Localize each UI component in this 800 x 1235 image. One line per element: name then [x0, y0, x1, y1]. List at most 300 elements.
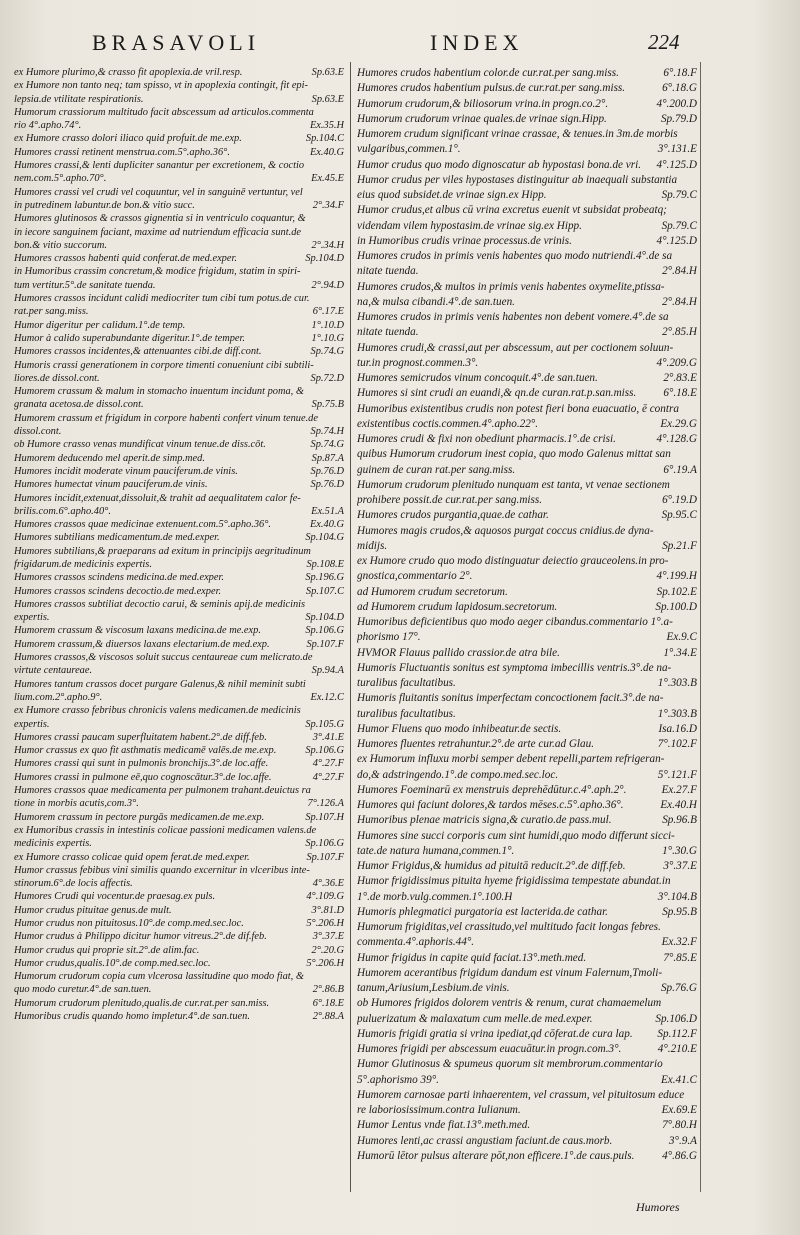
index-entry-line: [357, 1149, 697, 1164]
index-entry-line: [357, 813, 697, 828]
index-entry-line: [14, 997, 344, 1010]
entry-reference: Ex.69.E: [661, 1104, 697, 1116]
index-entry-line: [14, 252, 344, 265]
index-entry-line: [357, 493, 697, 508]
index-entry-line: [14, 890, 344, 903]
entry-reference: [693, 996, 697, 1011]
index-entry-line: [357, 707, 697, 722]
entry-text: prohibere possit.de cur.rat.per sang.miss.: [357, 494, 543, 506]
entry-reference: Ex.27.F: [661, 783, 697, 796]
entry-reference: [340, 864, 344, 877]
index-entry-line: [14, 226, 344, 239]
entry-reference: Sp.74.G: [310, 346, 344, 358]
entry-text: Humor crudus pituitae genus.de mult.: [14, 904, 172, 916]
index-entry-line: [14, 492, 344, 505]
index-entry-line: [14, 970, 344, 983]
index-entry-line: [14, 797, 344, 810]
index-entry-line: [357, 996, 697, 1011]
entry-reference: [340, 79, 344, 92]
index-entry-line: [14, 944, 344, 957]
index-entry-line: [357, 1118, 697, 1133]
entry-text: Humores magis crudos,& aquosos purgat coccus cnidius.de dyna-: [357, 524, 654, 537]
entry-reference: [340, 186, 344, 199]
entry-text: eius quod subsidet.de vrinae sign.ex Hipp.: [357, 189, 547, 201]
index-entry-line: [357, 325, 697, 340]
index-entry-line: [357, 402, 697, 417]
entry-text: vulgaribus,commen.1°.: [357, 143, 461, 156]
entry-text: Humores crassos quae medicamenta per pulmonem trahant.deuictus ra: [14, 785, 311, 797]
entry-text: tate.de natura humana,commen.1°.: [357, 844, 515, 857]
entry-text: Humores frigidi per abscessum euacuātur.in progn.com.3°.: [357, 1043, 622, 1055]
entry-text: Humor crudus qui proprie sit.2°.de alim.fac.: [14, 944, 200, 956]
index-entry-line: [357, 768, 697, 783]
entry-reference: Sp.74.G: [310, 439, 344, 451]
entry-reference: Sp.76.G: [660, 982, 697, 994]
index-entry-line: [357, 737, 697, 752]
entry-text: Humores Foeminarū ex menstruis deprehēdūtur.c.4°.aph.2°.: [357, 783, 627, 796]
entry-reference: Ex.9.C: [666, 631, 697, 644]
index-entry-line: [14, 957, 344, 970]
entry-reference: Sp.79.D: [660, 112, 697, 125]
entry-reference: 7°.80.H: [662, 1119, 697, 1132]
index-entry-line: [357, 600, 697, 615]
entry-reference: [340, 704, 344, 717]
right-margin-rule: [700, 62, 701, 1192]
entry-text: puluerizatum & malaxatum cum melle.de med.exper.: [357, 1012, 593, 1025]
entry-reference: [693, 615, 697, 630]
entry-text: ex Humore crasso dolori iliaco quid profuit.de me.exp.: [14, 133, 242, 145]
entry-text: phorismo 17°.: [357, 631, 421, 644]
entry-reference: [693, 752, 697, 767]
index-entry-line: [14, 585, 344, 598]
entry-reference: Sp.87.A: [311, 452, 344, 464]
entry-text: Humorū lētor pulsus alterare pōt,non efficere.1°.de caus.puls.: [357, 1149, 635, 1162]
entry-reference: 4°.199.H: [656, 570, 697, 583]
index-entry-line: [357, 463, 697, 478]
index-entry-line: [357, 203, 697, 218]
entry-reference: [693, 127, 697, 142]
entry-text: Humorum frigiditas,vel crassitudo,vel multitudo facit longas febres.: [357, 921, 661, 933]
entry-text: Humor Glutinosus & spumeus quorum sit membrorum.commentario: [357, 1058, 663, 1071]
entry-reference: 6°.18.G: [662, 82, 697, 95]
entry-reference: [693, 249, 697, 264]
index-entry-line: [357, 539, 697, 554]
index-entry-line: [14, 571, 344, 584]
index-entry-line: [14, 624, 344, 637]
entry-reference: Ex.40.G: [309, 146, 344, 158]
entry-text: Humores crassi,& lenti dupliciter sanantur per excretionem, & coctio: [14, 160, 305, 172]
entry-reference: Ex.35.H: [309, 120, 344, 132]
entry-text: Humores crudi,& crassi,aut per abscessum, aut per coctionem soluun-: [357, 341, 674, 354]
entry-text: stinorum.6°.de locis affectis.: [14, 878, 133, 890]
header-author: BRASAVOLI: [92, 30, 261, 55]
entry-text: Humorem crudum significant vrinae crassae, & tenues.in 3m.de morbis: [357, 128, 678, 140]
entry-reference: Ex.12.C: [310, 691, 344, 703]
entry-text: Humores crudos in primis venis habentes non debent vomere.4°.de sa: [357, 311, 669, 323]
entry-text: Humor crudus à Philippo dicitur humor vitreus.2°.de dif.feb.: [14, 931, 267, 943]
entry-text: ad Humorem crudum secretorum.: [357, 585, 508, 598]
index-entry-line: [357, 661, 697, 676]
entry-reference: 2°.34.F: [312, 199, 344, 211]
header-section-title: INDEX: [430, 30, 524, 55]
index-entry-line: [14, 345, 344, 358]
entry-text: Humores crassos subtiliat decoctio carui, & seminis apij.de medicinis: [14, 598, 306, 610]
entry-reference: [340, 265, 344, 278]
entry-reference: [340, 651, 344, 664]
index-entry-line: [14, 398, 344, 411]
entry-text: Humores qui faciunt dolores,& tardos mēses.c.5°.apho.36°.: [357, 799, 624, 811]
entry-reference: 1°.10.D: [311, 319, 344, 331]
entry-reference: [340, 159, 344, 172]
index-entry-line: [357, 447, 697, 462]
index-entry-line: [357, 280, 697, 295]
index-entry-line: [14, 678, 344, 691]
index-entry-line: [357, 676, 697, 691]
entry-reference: [340, 678, 344, 691]
index-entry-line: [357, 859, 697, 874]
index-entry-line: [14, 983, 344, 996]
entry-text: Humorum crassiorum multitudo facit abscessum ad articulos.commenta: [14, 106, 314, 118]
index-entry-line: [14, 877, 344, 890]
entry-text: expertis.: [14, 612, 50, 624]
index-entry-line: [357, 722, 697, 737]
index-entry-line: [14, 159, 344, 172]
entry-reference: [693, 874, 697, 889]
index-entry-line: [14, 611, 344, 624]
entry-reference: Sp.106.G: [305, 625, 344, 637]
entry-text: in iecore sanguinem faciant, maxime ad nutriendum efficacia sunt.de: [14, 226, 302, 238]
entry-text: ex Humoribus crassis in intestinis colicae passioni medicamen valens.de: [14, 824, 317, 836]
entry-reference: Sp.105.G: [305, 718, 344, 730]
entry-reference: 4°.27.F: [312, 758, 344, 770]
entry-reference: 2°.83.E: [663, 372, 697, 384]
entry-text: ad Humorem crudum lapidosum.secretorum.: [357, 600, 558, 613]
index-entry-line: [357, 1088, 697, 1103]
index-entry-line: [14, 731, 344, 744]
index-entry-line: [14, 305, 344, 318]
entry-text: Humorum crudorum plenitudo,qualis.de cur.rat.per san.miss.: [14, 997, 270, 1009]
index-entry-line: [14, 664, 344, 677]
entry-reference: Sp.196.G: [305, 572, 344, 584]
index-entry-line: [14, 638, 344, 651]
entry-text: Humorum crudorum,& biliosorum vrina.in progn.co.2°.: [357, 97, 609, 110]
index-entry-line: [357, 585, 697, 600]
index-entry-line: [14, 505, 344, 518]
index-entry-line: [14, 239, 344, 252]
entry-text: Humores crassi in pulmone eē,quo cognoscātur.3°.de loc.affe.: [14, 771, 272, 783]
index-entry-line: [14, 904, 344, 917]
entry-reference: 4°.128.G: [656, 433, 697, 445]
right-index-column: [357, 66, 697, 1164]
index-entry-line: [14, 292, 344, 305]
index-entry-line: [14, 93, 344, 106]
entry-reference: [693, 1057, 697, 1072]
entry-reference: 2°.94.D: [311, 279, 344, 291]
entry-text: turalibus facultatibus.: [357, 677, 456, 689]
entry-reference: Sp.76.D: [310, 465, 344, 477]
entry-text: Humores lenti,ac crassi angustiam faciunt.de caus.morb.: [357, 1134, 613, 1147]
entry-reference: 4°.125.D: [656, 234, 697, 247]
entry-text: na,& mulsa cibandi.4°.de san.tuen.: [357, 295, 515, 308]
entry-reference: [340, 212, 344, 225]
entry-reference: Sp.106.G: [305, 745, 344, 757]
index-entry-line: [357, 829, 697, 844]
entry-text: ob Humore crasso venas mundificat vinum tenue.de diss.cōt.: [14, 439, 266, 451]
index-entry-line: [357, 295, 697, 310]
index-entry-line: [357, 234, 697, 249]
entry-reference: Sp.104.C: [305, 133, 344, 145]
entry-text: liores.de dissol.cont.: [14, 372, 100, 384]
index-entry-line: [357, 264, 697, 279]
index-entry-line: [14, 545, 344, 558]
entry-text: tur.in prognost.commen.3°.: [357, 356, 479, 369]
index-entry-line: [14, 106, 344, 119]
entry-text: Humor Fluens quo modo inhibeatur.de sectis.: [357, 722, 562, 735]
entry-reference: [693, 524, 697, 539]
index-entry-line: [357, 142, 697, 157]
index-entry-line: [357, 386, 697, 401]
index-entry-line: [357, 890, 697, 905]
index-entry-line: [14, 598, 344, 611]
index-entry-line: [357, 1042, 697, 1057]
entry-reference: 2°.84.H: [662, 265, 697, 278]
index-entry-line: [14, 558, 344, 571]
entry-reference: [693, 478, 697, 493]
entry-reference: Sp.79.C: [661, 189, 697, 201]
entry-text: videndam vilem hypostasim.de vrinae sig.ex Hipp.: [357, 219, 582, 232]
entry-text: in Humoribus crudis vrinae processus.de vrinis.: [357, 234, 572, 247]
entry-reference: 3°.104.B: [657, 890, 697, 903]
entry-reference: 4°.36.E: [312, 878, 344, 890]
entry-reference: Sp.104.D: [305, 253, 344, 265]
entry-text: Humorem crassum & malum in stomacho inuentum incidunt poma, &: [14, 386, 304, 398]
entry-reference: Ex.51.A: [311, 505, 344, 517]
index-entry-line: [357, 81, 697, 96]
entry-reference: 4°.200.D: [656, 97, 697, 110]
entry-text: Humores semicrudos vinum concoquit.4°.de san.tuen.: [357, 372, 598, 384]
index-entry-line: [14, 744, 344, 757]
entry-text: Humores crudos habentium pulsus.de cur.rat.per sang.miss.: [357, 82, 626, 95]
entry-reference: [340, 226, 344, 239]
entry-reference: [340, 970, 344, 983]
entry-reference: [693, 341, 697, 356]
index-entry-line: [357, 981, 697, 996]
entry-reference: 5°.206.H: [306, 918, 344, 929]
entry-text: Humores crassos,& viscosos soluit succus centaureae cum melicrato.de: [14, 652, 313, 664]
entry-text: ob Humores frigidos dolorem ventris & renum, curat chamaemelum: [357, 997, 662, 1010]
entry-reference: Sp.63.E: [311, 67, 344, 78]
entry-text: medicinis expertis.: [14, 838, 92, 850]
entry-text: turalibus facultatibus.: [357, 707, 456, 720]
entry-text: HVMOR Flauus pallido crassior.de atra bile.: [357, 646, 560, 659]
entry-text: Humor Frigidus,& humidus ad pituitā reducit.2°.de diff.feb.: [357, 860, 626, 872]
entry-text: Humores incidit moderate vinum pauciferum.de vinis.: [14, 465, 238, 477]
entry-text: Humor digeritur per calidum.1°.de temp.: [14, 319, 186, 331]
entry-reference: Sp.79.C: [661, 219, 697, 232]
entry-reference: Sp.100.D: [655, 600, 697, 613]
entry-reference: 6°.18.E: [663, 387, 697, 400]
entry-reference: [340, 545, 344, 558]
entry-text: lium.com.2°.apho.9°.: [14, 691, 103, 703]
index-entry-line: [357, 341, 697, 356]
entry-text: bon.& vitio succorum.: [14, 239, 107, 251]
index-entry-line: [357, 478, 697, 493]
entry-text: Humoris crassi generationem in corpore timenti conueniunt cibi subtili-: [14, 359, 314, 371]
entry-text: Humores crassos incidentes,& attenuantes cibi.de diff.cont.: [14, 346, 262, 358]
index-entry-line: [14, 412, 344, 425]
index-entry-line: [14, 438, 344, 451]
entry-text: in Humoribus crassim concretum,& modice frigidum, statim in spiri-: [14, 266, 301, 278]
index-entry-line: [14, 372, 344, 385]
entry-reference: Ex.29.G: [660, 417, 697, 430]
entry-reference: 1°.34.E: [663, 646, 697, 659]
index-entry-line: [14, 359, 344, 372]
entry-reference: [693, 829, 697, 844]
entry-text: Humorem carnosae parti inhaerentem, vel crassum, vel pituitosum educe: [357, 1088, 685, 1101]
index-entry-line: [14, 478, 344, 491]
entry-text: Humores crassi paucam superfluitatem habent.2°.de diff.feb.: [14, 731, 267, 743]
entry-text: commenta.4°.aphoris.44°.: [357, 936, 475, 949]
entry-text: tione in morbis acutis,com.3°.: [14, 798, 139, 810]
entry-text: in putredinem labuntur.de bon.& vitio succ.: [14, 199, 195, 211]
index-entry-line: [14, 319, 344, 332]
entry-text: Humores crassos incidunt calidi mediocriter tum cibi tum potus.de cur.: [14, 293, 310, 305]
entry-text: tanum,Ariusium,Lesbium.de vinis.: [357, 982, 510, 994]
index-entry-line: [14, 811, 344, 824]
index-entry-line: [14, 651, 344, 664]
entry-reference: [693, 173, 697, 188]
entry-reference: 3°.37.E: [312, 931, 344, 943]
index-entry-line: [357, 905, 697, 920]
index-entry-line: [14, 385, 344, 398]
entry-text: existentibus coctis.commen.4°.apho.22°.: [357, 417, 539, 430]
entry-reference: Sp.106.D: [655, 1012, 697, 1025]
entry-reference: [693, 1088, 697, 1103]
entry-text: Humor Lentus vnde fiat.13°.meth.med.: [357, 1119, 531, 1132]
index-entry-line: [357, 112, 697, 127]
entry-reference: [340, 359, 344, 372]
page-number: 224: [648, 30, 680, 54]
index-entry-line: [357, 356, 697, 371]
entry-reference: [693, 402, 697, 417]
entry-text: Humoris fluitantis sonitus imperfectam concoctionem facit.3°.de na-: [357, 692, 664, 705]
entry-text: Humor crassus febibus vini similis quando excernitur in vlceribus inte-: [14, 864, 310, 876]
entry-text: rat.per sang.miss.: [14, 306, 89, 318]
index-entry-line: [357, 920, 697, 935]
index-entry-line: [357, 646, 697, 661]
entry-reference: Sp.106.G: [305, 838, 344, 850]
index-entry-line: [357, 1073, 697, 1088]
entry-reference: Sp.107.C: [305, 585, 344, 597]
entry-text: Humor frigidus in capite quid faciat.13°.meth.med.: [357, 951, 587, 964]
entry-reference: Sp.95.B: [662, 905, 697, 918]
index-entry-line: [14, 66, 344, 79]
index-entry-line: [14, 119, 344, 132]
entry-reference: Ex.32.F: [661, 936, 697, 949]
entry-reference: Sp.108.E: [306, 558, 344, 570]
index-entry-line: [357, 219, 697, 234]
entry-text: Humor crudus,et albus cū vrina excretus euenit vt subsidat probeatq;: [357, 204, 667, 217]
index-entry-line: [14, 425, 344, 438]
entry-reference: Sp.21.F: [662, 539, 697, 552]
entry-reference: 4°.209.G: [656, 356, 697, 369]
entry-text: Humorem crassum in pectore purgās medicamen.de me.exp.: [14, 811, 265, 823]
index-entry-line: [357, 432, 697, 447]
entry-text: Humores subtilians medicamentum.de med.exper.: [14, 532, 220, 544]
entry-reference: [340, 784, 344, 797]
entry-text: Humores crudos,& multos in primis venis habentes oxymelite,ptissa-: [357, 280, 665, 293]
entry-text: Humoris Fluctuantis sonitus est symptoma imbecillis ventris.3°.de na-: [357, 661, 672, 674]
entry-text: Humores crassos scindens decoctio.de med.exper.: [14, 585, 222, 597]
index-entry-line: [14, 186, 344, 199]
index-entry-line: [14, 518, 344, 531]
index-entry-line: [14, 146, 344, 159]
entry-reference: 4°.86.G: [662, 1149, 697, 1162]
entry-text: Humor à calido superabundante digeritur.1°.de temper.: [14, 332, 245, 344]
entry-reference: [693, 691, 697, 706]
entry-reference: 7°.126.A: [307, 798, 344, 810]
index-entry-line: [14, 757, 344, 770]
index-entry-line: [357, 66, 697, 81]
entry-text: Humor crudus non pituitosus.10°.de comp.med.sec.loc.: [14, 918, 244, 929]
index-entry-line: [357, 752, 697, 767]
entry-reference: Isa.16.D: [658, 722, 697, 735]
entry-text: ex Humore crasso colicae quid opem ferat.de med.exper.: [14, 851, 250, 863]
index-entry-line: [14, 917, 344, 930]
entry-reference: 2°.86.B: [312, 984, 344, 996]
index-entry-line: [14, 837, 344, 850]
entry-reference: Sp.102.E: [656, 585, 697, 598]
index-entry-line: [357, 1057, 697, 1072]
entry-text: Humores tantum crassos docet purgare Galenus,& nihil meminit subti: [14, 678, 306, 690]
entry-text: Humores crudi & fixi non obediunt pharmacis.1°.de crisi.: [357, 433, 616, 445]
index-entry-line: [357, 798, 697, 813]
entry-reference: Sp.63.E: [311, 93, 344, 105]
index-entry-line: [14, 864, 344, 877]
index-entry-line: [14, 265, 344, 278]
index-entry-line: [357, 524, 697, 539]
index-entry-line: [357, 554, 697, 569]
entry-text: tum vertitur.5°.de sanitate tuenda.: [14, 279, 156, 291]
column-divider: [350, 62, 351, 1192]
entry-text: guinem de curan rat.per sang.miss.: [357, 463, 516, 476]
entry-text: Humores glutinosos & crassos gignentia si in ventriculo coquantur, &: [14, 213, 306, 225]
index-entry-line: [14, 332, 344, 345]
entry-text: Humores sine succi corporis cum sint humidi,quo modo differunt sicci-: [357, 829, 675, 842]
entry-reference: Sp.72.D: [310, 372, 344, 384]
entry-text: Humoribus crudis quando homo impletur.4°.de san.tuen.: [14, 1011, 250, 1023]
entry-reference: 2°.20.G: [311, 944, 344, 956]
entry-text: Humores Crudi qui vocentur.de praesag.ex puls.: [14, 891, 216, 903]
entry-reference: 4°.109.G: [306, 891, 344, 903]
entry-text: Humores crassi retinent menstrua.com.5°.apho.36°.: [14, 146, 230, 158]
entry-text: quo modo curetur.4°.de san.tuen.: [14, 984, 152, 996]
index-entry-line: [357, 630, 697, 645]
index-entry-line: [357, 844, 697, 859]
entry-text: Humorem acerantibus frigidum dandum est vinum Falernum,Tmoli-: [357, 966, 663, 979]
index-entry-line: [14, 1010, 344, 1023]
index-entry-line: [14, 531, 344, 544]
entry-reference: Ex.45.E: [311, 173, 344, 185]
entry-reference: 2°.84.H: [662, 295, 697, 308]
entry-text: Humores crudos in primis venis habentes quo modo nutriendi.4°.de sa: [357, 250, 673, 262]
entry-reference: 6°.17.E: [312, 306, 344, 318]
index-entry-line: [14, 718, 344, 731]
entry-reference: 4°.27.F: [312, 771, 344, 783]
entry-text: Humoribus plenae matricis signa,& curatio.de pass.mul.: [357, 814, 612, 827]
entry-text: Humores crudos purgantia,quae.de cathar.: [357, 509, 549, 522]
index-entry-line: [357, 966, 697, 981]
